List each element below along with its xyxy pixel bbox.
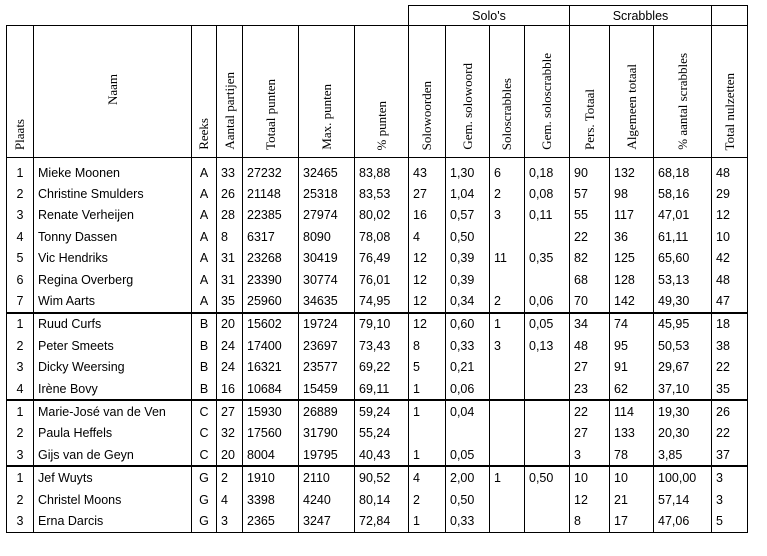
- table-cell-total-nulzetten: 42: [712, 248, 748, 269]
- table-row: [7, 400, 748, 422]
- table-cell--punten: 69,22: [355, 357, 409, 378]
- table-row: [7, 510, 748, 532]
- table-cell-aantal-partijen: 16: [217, 378, 243, 400]
- table-cell-algemeen-totaal: 95: [610, 335, 654, 356]
- table-cell-plaats: 1: [7, 400, 34, 422]
- column-header: Gem. solowoord: [459, 63, 475, 150]
- table-cell--aantal-scrabbles: 65,60: [654, 248, 712, 269]
- column-header: % aantal scrabbles: [674, 53, 690, 150]
- table-cell--aantal-scrabbles: 37,10: [654, 378, 712, 400]
- table-cell-plaats: 1: [7, 466, 34, 488]
- table-cell-gem-solowoord: 0,50: [446, 226, 490, 247]
- table-cell--punten: 80,02: [355, 205, 409, 226]
- column-header: Solowoorden: [419, 80, 434, 150]
- table-cell-aantal-partijen: 32: [217, 423, 243, 444]
- table-cell-soloscrabbles: [490, 357, 525, 378]
- header-spacer-right: [712, 6, 748, 26]
- table-cell-algemeen-totaal: 98: [610, 183, 654, 204]
- table-row: [7, 335, 748, 356]
- table-cell-gem-solowoord: 0,34: [446, 290, 490, 312]
- table-cell-algemeen-totaal: 133: [610, 423, 654, 444]
- table-cell-totaal-punten: 6317: [243, 226, 299, 247]
- table-cell-gem-soloscrabble: 0,18: [525, 158, 570, 184]
- table-row: [7, 444, 748, 466]
- table-cell-solowoorden: 4: [409, 226, 446, 247]
- table-cell-naam: Erna Darcis: [34, 510, 192, 532]
- table-cell-algemeen-totaal: 10: [610, 466, 654, 488]
- table-cell-pers-totaal: 34: [570, 313, 610, 335]
- column-header: Totaal punten: [262, 79, 278, 150]
- table-cell-gem-solowoord: 1,04: [446, 183, 490, 204]
- column-header: Naam: [104, 74, 120, 106]
- table-cell-naam: Vic Hendriks: [34, 248, 192, 269]
- table-cell--aantal-scrabbles: 49,30: [654, 290, 712, 312]
- table-cell-algemeen-totaal: 128: [610, 269, 654, 290]
- table-cell-gem-solowoord: 0,39: [446, 248, 490, 269]
- table-cell-plaats: 1: [7, 313, 34, 335]
- table-row: [7, 269, 748, 290]
- table-cell-total-nulzetten: 3: [712, 489, 748, 510]
- table-cell-max-punten: 15459: [299, 378, 355, 400]
- table-cell-totaal-punten: 17560: [243, 423, 299, 444]
- table-cell--punten: 73,43: [355, 335, 409, 356]
- table-cell-pers-totaal: 3: [570, 444, 610, 466]
- table-cell-naam: Marie-José van de Ven: [34, 400, 192, 422]
- table-cell-plaats: 2: [7, 183, 34, 204]
- table-cell-solowoorden: 8: [409, 335, 446, 356]
- table-cell-totaal-punten: 3398: [243, 489, 299, 510]
- table-cell-aantal-partijen: 28: [217, 205, 243, 226]
- table-cell-pers-totaal: 22: [570, 226, 610, 247]
- table-cell-algemeen-totaal: 91: [610, 357, 654, 378]
- table-cell-plaats: 4: [7, 378, 34, 400]
- table-cell-algemeen-totaal: 125: [610, 248, 654, 269]
- table-row: [7, 205, 748, 226]
- table-cell-pers-totaal: 68: [570, 269, 610, 290]
- table-cell-totaal-punten: 25960: [243, 290, 299, 312]
- column-header: Pers. Totaal: [581, 89, 597, 150]
- table-cell-naam: Christine Smulders: [34, 183, 192, 204]
- table-cell-max-punten: 19795: [299, 444, 355, 466]
- table-cell-aantal-partijen: 8: [217, 226, 243, 247]
- table-cell-plaats: 6: [7, 269, 34, 290]
- column-header: Gem. soloscrabble: [539, 53, 554, 150]
- table-cell-pers-totaal: 23: [570, 378, 610, 400]
- table-cell-aantal-partijen: 26: [217, 183, 243, 204]
- table-cell-totaal-punten: 2365: [243, 510, 299, 532]
- table-cell-pers-totaal: 48: [570, 335, 610, 356]
- table-cell--punten: 80,14: [355, 489, 409, 510]
- table-cell-gem-soloscrabble: [525, 489, 570, 510]
- table-cell-pers-totaal: 70: [570, 290, 610, 312]
- table-cell-max-punten: 19724: [299, 313, 355, 335]
- table-cell-solowoorden: 16: [409, 205, 446, 226]
- table-cell-soloscrabbles: [490, 378, 525, 400]
- table-cell-naam: Renate Verheijen: [34, 205, 192, 226]
- table-cell-soloscrabbles: 11: [490, 248, 525, 269]
- table-cell-total-nulzetten: 5: [712, 510, 748, 532]
- table-cell-pers-totaal: 55: [570, 205, 610, 226]
- column-header: Max. punten: [318, 84, 334, 150]
- table-cell-gem-soloscrabble: 0,11: [525, 205, 570, 226]
- table-cell-gem-solowoord: 1,30: [446, 158, 490, 184]
- table-body: [7, 158, 748, 533]
- table-cell--aantal-scrabbles: 57,14: [654, 489, 712, 510]
- table-cell-naam: Tonny Dassen: [34, 226, 192, 247]
- table-cell-gem-soloscrabble: [525, 226, 570, 247]
- table-cell-total-nulzetten: 47: [712, 290, 748, 312]
- table-cell-solowoorden: 43: [409, 158, 446, 184]
- table-cell-plaats: 3: [7, 205, 34, 226]
- column-header: Aantal partijen: [221, 72, 237, 150]
- table-cell-soloscrabbles: [490, 489, 525, 510]
- table-cell--aantal-scrabbles: 19,30: [654, 400, 712, 422]
- table-cell-gem-solowoord: 0,33: [446, 510, 490, 532]
- table-cell-algemeen-totaal: 78: [610, 444, 654, 466]
- table-cell--aantal-scrabbles: 45,95: [654, 313, 712, 335]
- table-cell-gem-soloscrabble: [525, 423, 570, 444]
- table-cell-total-nulzetten: 22: [712, 357, 748, 378]
- table-cell-soloscrabbles: [490, 269, 525, 290]
- table-cell--aantal-scrabbles: 47,01: [654, 205, 712, 226]
- table-cell-reeks: A: [192, 290, 217, 312]
- table-cell-algemeen-totaal: 62: [610, 378, 654, 400]
- column-header: Total nulzetten: [721, 72, 737, 150]
- table-cell-pers-totaal: 27: [570, 357, 610, 378]
- table-cell-naam: Gijs van de Geyn: [34, 444, 192, 466]
- table-cell-total-nulzetten: 18: [712, 313, 748, 335]
- table-cell--aantal-scrabbles: 53,13: [654, 269, 712, 290]
- table-cell-naam: Dicky Weersing: [34, 357, 192, 378]
- table-cell-gem-soloscrabble: 0,05: [525, 313, 570, 335]
- table-cell-algemeen-totaal: 21: [610, 489, 654, 510]
- table-cell-plaats: 3: [7, 510, 34, 532]
- table-cell-total-nulzetten: 3: [712, 466, 748, 488]
- table-cell-pers-totaal: 90: [570, 158, 610, 184]
- table-cell--punten: 74,95: [355, 290, 409, 312]
- column-header: Plaats: [12, 118, 27, 150]
- table-cell-pers-totaal: 10: [570, 466, 610, 488]
- column-header: % punten: [373, 100, 389, 150]
- table-cell-gem-soloscrabble: [525, 510, 570, 532]
- table-cell-gem-solowoord: [446, 423, 490, 444]
- table-cell-max-punten: 30774: [299, 269, 355, 290]
- table-cell-algemeen-totaal: 132: [610, 158, 654, 184]
- table-cell-soloscrabbles: 3: [490, 205, 525, 226]
- table-cell-max-punten: 23577: [299, 357, 355, 378]
- table-cell-gem-soloscrabble: 0,13: [525, 335, 570, 356]
- table-cell-naam: Paula Heffels: [34, 423, 192, 444]
- table-cell-naam: Irène Bovy: [34, 378, 192, 400]
- table-cell-gem-soloscrabble: 0,06: [525, 290, 570, 312]
- table-cell-gem-soloscrabble: 0,50: [525, 466, 570, 488]
- table-cell-soloscrabbles: 1: [490, 466, 525, 488]
- table-cell-max-punten: 23697: [299, 335, 355, 356]
- table-cell-totaal-punten: 15930: [243, 400, 299, 422]
- table-cell-total-nulzetten: 35: [712, 378, 748, 400]
- table-cell--aantal-scrabbles: 68,18: [654, 158, 712, 184]
- table-cell-aantal-partijen: 20: [217, 313, 243, 335]
- table-cell--punten: 83,53: [355, 183, 409, 204]
- table-cell-reeks: B: [192, 378, 217, 400]
- table-cell-totaal-punten: 23390: [243, 269, 299, 290]
- table-cell-totaal-punten: 27232: [243, 158, 299, 184]
- table-cell-aantal-partijen: 24: [217, 335, 243, 356]
- table-cell-gem-solowoord: 0,04: [446, 400, 490, 422]
- table-cell-aantal-partijen: 35: [217, 290, 243, 312]
- table-cell-soloscrabbles: [490, 423, 525, 444]
- table-cell-pers-totaal: 27: [570, 423, 610, 444]
- table-cell-plaats: 3: [7, 444, 34, 466]
- table-cell-soloscrabbles: 2: [490, 290, 525, 312]
- table-cell-naam: Mieke Moonen: [34, 158, 192, 184]
- table-cell-reeks: C: [192, 444, 217, 466]
- table-cell-reeks: B: [192, 357, 217, 378]
- table-cell-reeks: B: [192, 335, 217, 356]
- table-cell-totaal-punten: 21148: [243, 183, 299, 204]
- table-row: [7, 158, 748, 184]
- table-cell-reeks: B: [192, 313, 217, 335]
- table-row: [7, 183, 748, 204]
- table-cell-solowoorden: 1: [409, 510, 446, 532]
- group-header-solos: Solo's: [409, 6, 570, 26]
- table-cell--punten: 69,11: [355, 378, 409, 400]
- table-cell-max-punten: 32465: [299, 158, 355, 184]
- table-cell-solowoorden: 12: [409, 269, 446, 290]
- table-cell--aantal-scrabbles: 58,16: [654, 183, 712, 204]
- table-cell-aantal-partijen: 27: [217, 400, 243, 422]
- table-cell-reeks: A: [192, 269, 217, 290]
- table-cell-gem-soloscrabble: [525, 269, 570, 290]
- table-cell-reeks: A: [192, 183, 217, 204]
- table-cell-plaats: 7: [7, 290, 34, 312]
- table-cell-totaal-punten: 10684: [243, 378, 299, 400]
- column-header: Algemeen totaal: [623, 64, 639, 150]
- table-cell-total-nulzetten: 48: [712, 269, 748, 290]
- table-cell-solowoorden: 12: [409, 290, 446, 312]
- table-cell-max-punten: 4240: [299, 489, 355, 510]
- table-cell-gem-soloscrabble: 0,08: [525, 183, 570, 204]
- table-cell-algemeen-totaal: 142: [610, 290, 654, 312]
- table-row: [7, 226, 748, 247]
- table-cell--punten: 59,24: [355, 400, 409, 422]
- table-cell-gem-soloscrabble: [525, 400, 570, 422]
- table-cell-soloscrabbles: [490, 510, 525, 532]
- table-cell-reeks: G: [192, 466, 217, 488]
- table-cell-reeks: A: [192, 205, 217, 226]
- table-cell--aantal-scrabbles: 61,11: [654, 226, 712, 247]
- table-cell-solowoorden: 12: [409, 248, 446, 269]
- table-cell-plaats: 2: [7, 335, 34, 356]
- table-row: [7, 313, 748, 335]
- table-cell-gem-soloscrabble: 0,35: [525, 248, 570, 269]
- table-cell-max-punten: 2110: [299, 466, 355, 488]
- table-cell-naam: Jef Wuyts: [34, 466, 192, 488]
- table-cell-reeks: A: [192, 248, 217, 269]
- table-cell--punten: 40,43: [355, 444, 409, 466]
- table-cell-naam: Peter Smeets: [34, 335, 192, 356]
- table-cell-gem-soloscrabble: [525, 444, 570, 466]
- table-cell-naam: Wim Aarts: [34, 290, 192, 312]
- table-cell-total-nulzetten: 38: [712, 335, 748, 356]
- table-cell-plaats: 4: [7, 226, 34, 247]
- table-row: [7, 357, 748, 378]
- table-cell-gem-solowoord: 0,06: [446, 378, 490, 400]
- table-cell-pers-totaal: 57: [570, 183, 610, 204]
- table-cell-reeks: C: [192, 400, 217, 422]
- table-cell-max-punten: 27974: [299, 205, 355, 226]
- table-cell-solowoorden: 5: [409, 357, 446, 378]
- table-cell-plaats: 1: [7, 158, 34, 184]
- table-cell-algemeen-totaal: 36: [610, 226, 654, 247]
- table-cell-aantal-partijen: 3: [217, 510, 243, 532]
- table-cell-pers-totaal: 22: [570, 400, 610, 422]
- table-cell--aantal-scrabbles: 47,06: [654, 510, 712, 532]
- table-row: [7, 423, 748, 444]
- table-cell-plaats: 2: [7, 489, 34, 510]
- column-header-row: [7, 26, 748, 158]
- table-cell-soloscrabbles: [490, 400, 525, 422]
- table-cell-algemeen-totaal: 74: [610, 313, 654, 335]
- table-cell-aantal-partijen: 24: [217, 357, 243, 378]
- table-cell-soloscrabbles: 2: [490, 183, 525, 204]
- table-cell-gem-solowoord: 0,57: [446, 205, 490, 226]
- table-cell--punten: 72,84: [355, 510, 409, 532]
- table-cell-max-punten: 25318: [299, 183, 355, 204]
- table-cell-solowoorden: 4: [409, 466, 446, 488]
- table-cell-soloscrabbles: 3: [490, 335, 525, 356]
- table-cell--aantal-scrabbles: 50,53: [654, 335, 712, 356]
- table-cell--aantal-scrabbles: 29,67: [654, 357, 712, 378]
- table-cell-max-punten: 8090: [299, 226, 355, 247]
- table-cell-gem-soloscrabble: [525, 378, 570, 400]
- table-cell-total-nulzetten: 12: [712, 205, 748, 226]
- table-cell-gem-solowoord: 0,60: [446, 313, 490, 335]
- table-cell-naam: Ruud Curfs: [34, 313, 192, 335]
- table-cell-total-nulzetten: 22: [712, 423, 748, 444]
- table-cell-total-nulzetten: 10: [712, 226, 748, 247]
- table-cell-naam: Christel Moons: [34, 489, 192, 510]
- header-spacer: [7, 6, 409, 26]
- table-cell-pers-totaal: 8: [570, 510, 610, 532]
- table-cell-totaal-punten: 8004: [243, 444, 299, 466]
- table-cell-totaal-punten: 17400: [243, 335, 299, 356]
- table-row: [7, 378, 748, 400]
- table-cell-solowoorden: 1: [409, 444, 446, 466]
- table-cell-reeks: G: [192, 489, 217, 510]
- table-cell-solowoorden: [409, 423, 446, 444]
- table-cell-totaal-punten: 22385: [243, 205, 299, 226]
- table-cell--punten: 55,24: [355, 423, 409, 444]
- table-cell--aantal-scrabbles: 20,30: [654, 423, 712, 444]
- table-cell-plaats: 3: [7, 357, 34, 378]
- column-header: Soloscrabbles: [499, 77, 514, 150]
- table-cell-plaats: 2: [7, 423, 34, 444]
- table-cell-gem-solowoord: 0,50: [446, 489, 490, 510]
- table-cell-solowoorden: 27: [409, 183, 446, 204]
- table-cell-aantal-partijen: 4: [217, 489, 243, 510]
- table-cell-gem-solowoord: 0,33: [446, 335, 490, 356]
- table-cell-max-punten: 26889: [299, 400, 355, 422]
- table-cell-aantal-partijen: 31: [217, 248, 243, 269]
- table-cell-solowoorden: 1: [409, 378, 446, 400]
- table-cell-gem-solowoord: 0,39: [446, 269, 490, 290]
- table-cell-soloscrabbles: 1: [490, 313, 525, 335]
- table-cell-plaats: 5: [7, 248, 34, 269]
- table-cell-solowoorden: 12: [409, 313, 446, 335]
- table-cell-gem-solowoord: 0,21: [446, 357, 490, 378]
- table-cell-algemeen-totaal: 17: [610, 510, 654, 532]
- table-cell--punten: 78,08: [355, 226, 409, 247]
- table-cell-total-nulzetten: 29: [712, 183, 748, 204]
- table-cell-totaal-punten: 15602: [243, 313, 299, 335]
- table-cell--aantal-scrabbles: 3,85: [654, 444, 712, 466]
- table-cell-aantal-partijen: 20: [217, 444, 243, 466]
- table-cell--punten: 76,01: [355, 269, 409, 290]
- table-cell-total-nulzetten: 37: [712, 444, 748, 466]
- table-cell-aantal-partijen: 2: [217, 466, 243, 488]
- table-row: [7, 290, 748, 312]
- table-cell--punten: 76,49: [355, 248, 409, 269]
- table-cell-totaal-punten: 1910: [243, 466, 299, 488]
- table-cell-aantal-partijen: 33: [217, 158, 243, 184]
- table-cell--aantal-scrabbles: 100,00: [654, 466, 712, 488]
- table-cell-solowoorden: 1: [409, 400, 446, 422]
- table-cell-soloscrabbles: [490, 226, 525, 247]
- table-cell-total-nulzetten: 26: [712, 400, 748, 422]
- table-row: [7, 489, 748, 510]
- scoreboard-table: [6, 5, 748, 533]
- table-cell-solowoorden: 2: [409, 489, 446, 510]
- table-cell-totaal-punten: 16321: [243, 357, 299, 378]
- table-cell-aantal-partijen: 31: [217, 269, 243, 290]
- table-cell-algemeen-totaal: 117: [610, 205, 654, 226]
- table-cell-pers-totaal: 82: [570, 248, 610, 269]
- table-cell-algemeen-totaal: 114: [610, 400, 654, 422]
- table-cell-soloscrabbles: 6: [490, 158, 525, 184]
- table-cell--punten: 90,52: [355, 466, 409, 488]
- table-cell-reeks: C: [192, 423, 217, 444]
- table-cell-gem-solowoord: 2,00: [446, 466, 490, 488]
- table-cell-naam: Regina Overberg: [34, 269, 192, 290]
- table-cell-pers-totaal: 12: [570, 489, 610, 510]
- table-cell-reeks: G: [192, 510, 217, 532]
- column-header: Reeks: [196, 118, 211, 150]
- table-row: [7, 466, 748, 488]
- table-cell-max-punten: 31790: [299, 423, 355, 444]
- table-row: [7, 248, 748, 269]
- table-cell-gem-soloscrabble: [525, 357, 570, 378]
- table-cell-totaal-punten: 23268: [243, 248, 299, 269]
- table-cell-soloscrabbles: [490, 444, 525, 466]
- table-cell-max-punten: 30419: [299, 248, 355, 269]
- table-cell-reeks: A: [192, 226, 217, 247]
- table-cell-max-punten: 34635: [299, 290, 355, 312]
- table-cell-total-nulzetten: 48: [712, 158, 748, 184]
- table-cell-reeks: A: [192, 158, 217, 184]
- table-cell--punten: 83,88: [355, 158, 409, 184]
- table-cell-max-punten: 3247: [299, 510, 355, 532]
- table-cell-gem-solowoord: 0,05: [446, 444, 490, 466]
- table-cell--punten: 79,10: [355, 313, 409, 335]
- group-header-scrabbles: Scrabbles: [570, 6, 712, 26]
